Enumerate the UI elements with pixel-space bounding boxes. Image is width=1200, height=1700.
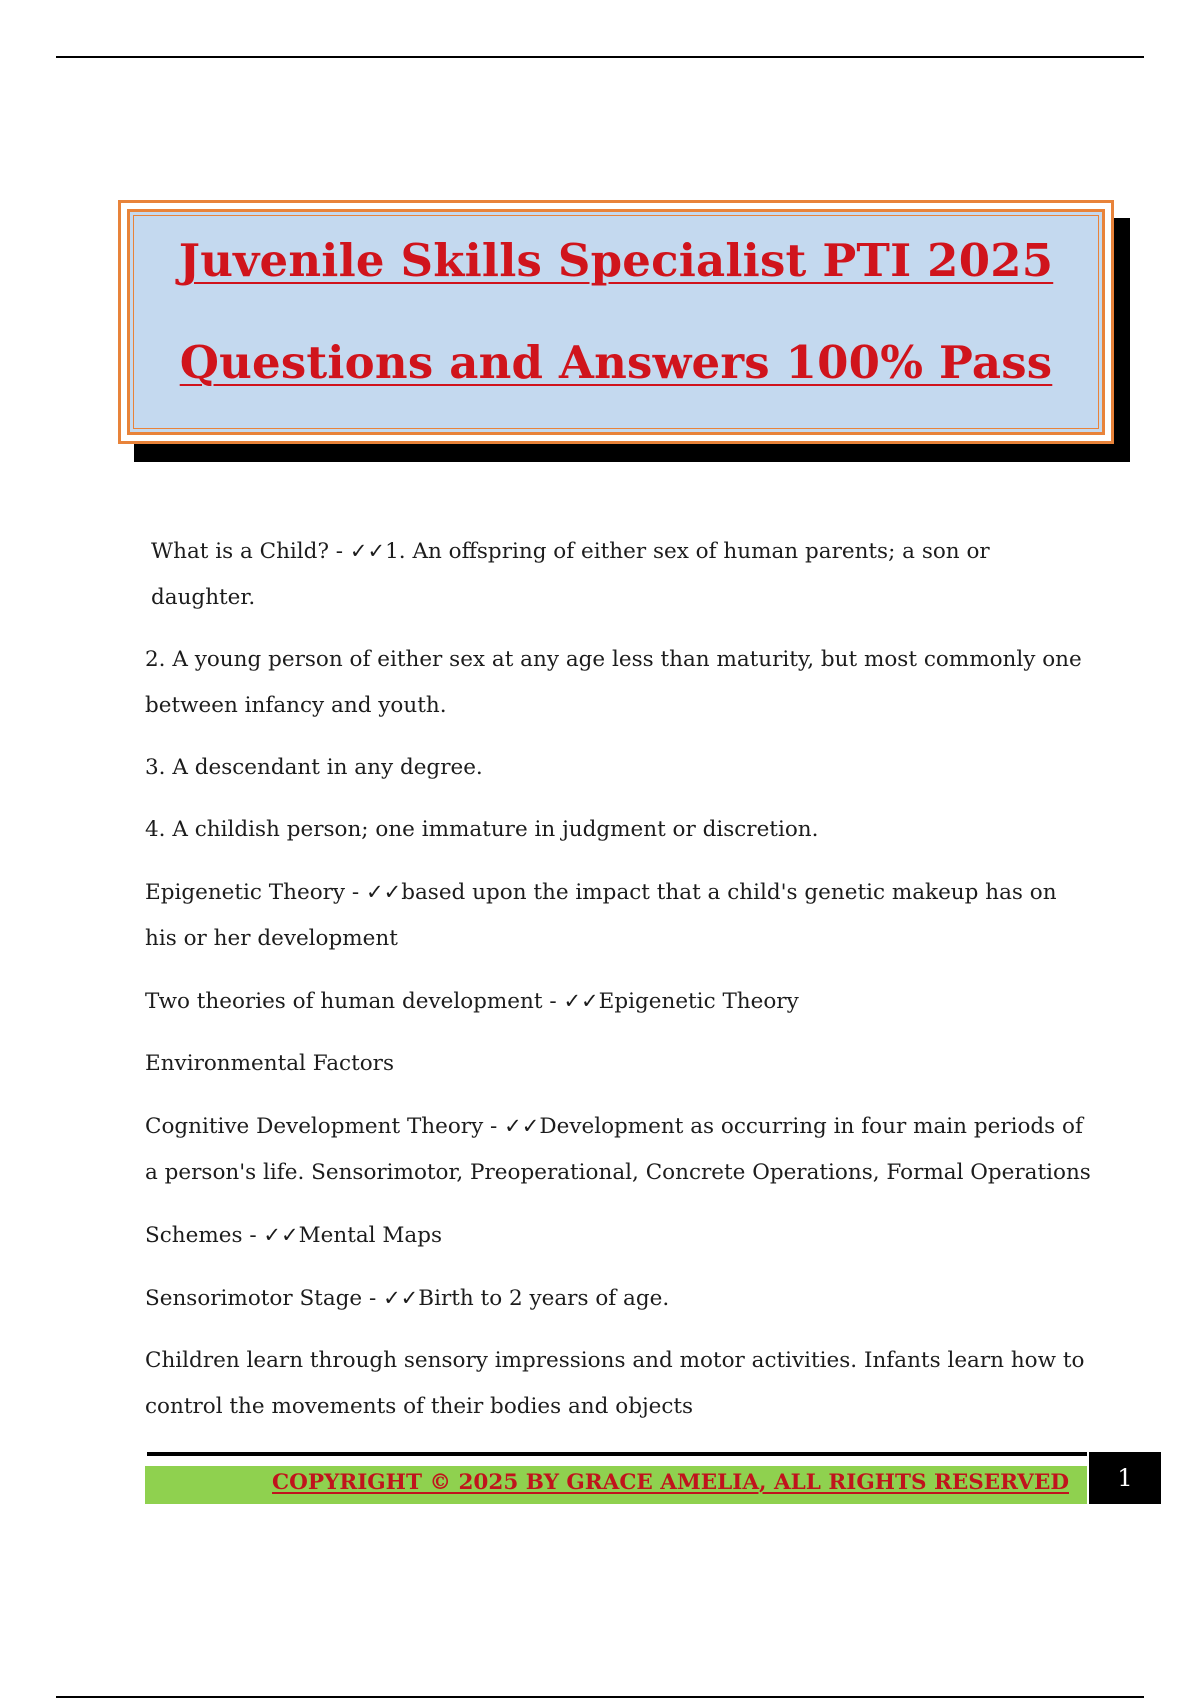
copyright-notice: COPYRIGHT © 2025 BY GRACE AMELIA, ALL RIGHTS RESERVED bbox=[272, 1470, 1069, 1495]
qa-answer: 3. A descendant in any degree. bbox=[145, 755, 483, 780]
title-panel bbox=[127, 209, 1105, 435]
qa-item bbox=[145, 1103, 1095, 1196]
title-banner bbox=[118, 200, 1114, 444]
qa-term: Sensorimotor Stage - bbox=[145, 1286, 384, 1311]
qa-item bbox=[145, 1275, 1095, 1322]
qa-term: Two theories of human development - bbox=[145, 989, 564, 1014]
qa-item bbox=[145, 528, 1095, 621]
qa-answer: Mental Maps bbox=[298, 1223, 443, 1248]
footer-bar bbox=[145, 1466, 1087, 1504]
qa-term: What is a Child? - bbox=[151, 539, 350, 564]
checkmark-icon: ✓✓ bbox=[349, 539, 386, 563]
checkmark-icon: ✓✓ bbox=[366, 880, 402, 904]
qa-answer: Development as occurring in four main periods of a person's life. Sensorimotor, Preoperational, Concrete Operations, Formal Operations bbox=[145, 1114, 1091, 1185]
checkmark-icon: ✓✓ bbox=[383, 1286, 419, 1310]
qa-answer: 2. A young person of either sex at any age less than maturity, but most commonly one between infancy and youth. bbox=[145, 647, 1082, 718]
document-body bbox=[145, 528, 1095, 1446]
qa-answer: Children learn through sensory impressions and motor activities. Infants learn how to control the movements of their bodies and objects bbox=[145, 1348, 1085, 1419]
qa-answer: 1. An offspring of either sex of human parents; a son or daughter. bbox=[151, 539, 990, 610]
checkmark-icon: ✓✓ bbox=[504, 1114, 540, 1138]
qa-answer: Epigenetic Theory bbox=[598, 989, 799, 1014]
top-rule bbox=[56, 56, 1144, 58]
qa-item bbox=[145, 807, 1095, 853]
qa-term: Cognitive Development Theory - bbox=[145, 1114, 505, 1139]
qa-answer: Birth to 2 years of age. bbox=[418, 1286, 670, 1311]
footer-rule bbox=[147, 1452, 1087, 1456]
qa-term: Schemes - bbox=[145, 1223, 264, 1248]
checkmark-icon: ✓✓ bbox=[563, 989, 599, 1013]
qa-item bbox=[145, 869, 1095, 962]
qa-item bbox=[145, 637, 1095, 729]
bottom-rule bbox=[56, 1696, 1144, 1698]
title-line-1: Juvenile Skills Specialist PTI 2025 bbox=[178, 234, 1054, 287]
qa-item bbox=[145, 978, 1095, 1025]
qa-term: Epigenetic Theory - bbox=[145, 880, 366, 905]
qa-item bbox=[145, 1338, 1095, 1430]
title-line-2: Questions and Answers 100% Pass bbox=[179, 336, 1053, 389]
qa-item bbox=[145, 745, 1095, 791]
qa-item bbox=[145, 1212, 1095, 1259]
title-frame bbox=[118, 200, 1114, 444]
checkmark-icon: ✓✓ bbox=[263, 1223, 299, 1247]
qa-answer: 4. A childish person; one immature in judgment or discretion. bbox=[145, 817, 819, 842]
page-number: 1 bbox=[1089, 1452, 1161, 1504]
qa-item bbox=[145, 1041, 1095, 1087]
qa-answer: based upon the impact that a child's genetic makeup has on his or her development bbox=[145, 880, 1057, 951]
qa-answer: Environmental Factors bbox=[145, 1051, 394, 1076]
